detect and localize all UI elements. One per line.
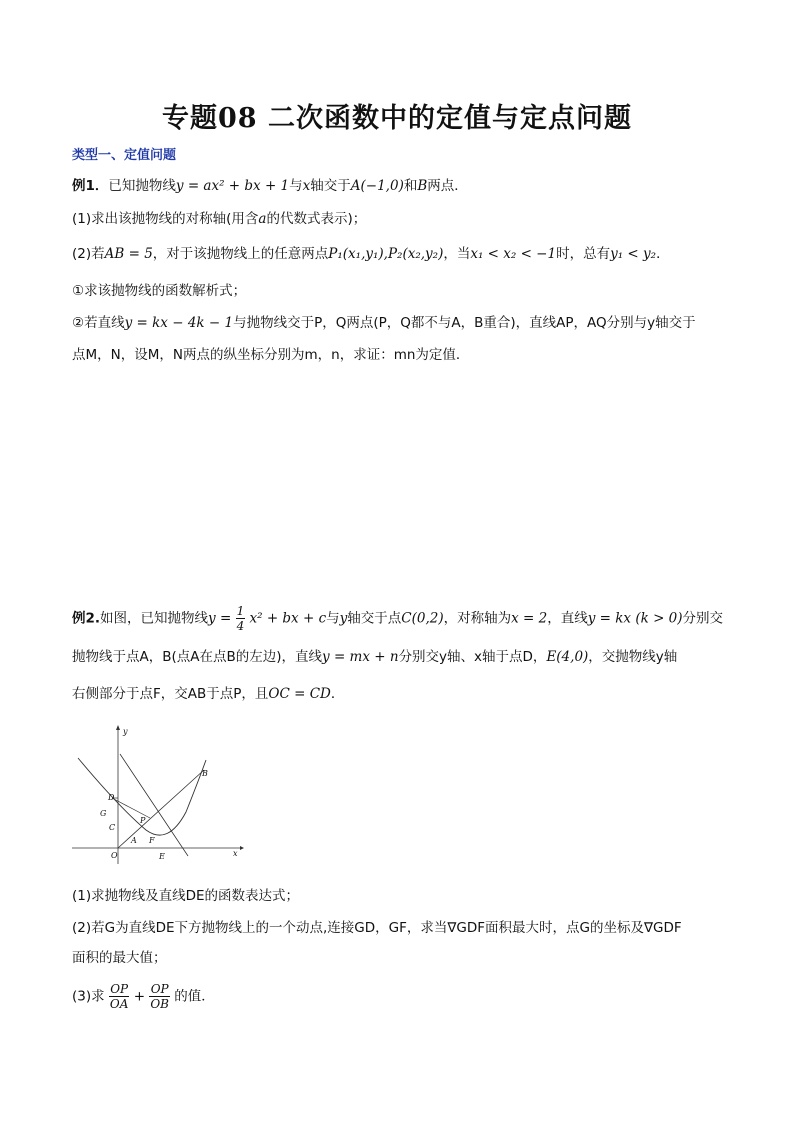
point-e: E(4,0) — [546, 649, 589, 665]
text: 已知抛物线 — [108, 178, 176, 194]
text: ，对称轴为 — [443, 610, 512, 627]
label-p: P — [140, 816, 146, 825]
label-y: y — [123, 727, 128, 736]
label-c: C — [109, 823, 116, 832]
parabola-equation: y = ax² + bx + 1 — [175, 178, 290, 194]
ex2-question-3 — [72, 982, 215, 1011]
line-mx-n: y = mx + n — [322, 649, 399, 665]
text: ，当 — [443, 246, 471, 262]
ex1-question-2 — [72, 244, 670, 264]
math-ab: AB = 5 — [104, 246, 153, 262]
text: 的值． — [174, 988, 215, 1005]
text: ，对于该抛物线上的任意两点 — [152, 246, 329, 262]
text: ，交抛物线y轴 — [588, 649, 678, 665]
text: 两点． — [427, 178, 468, 194]
parabola-equation: x² + bx + c — [249, 610, 327, 627]
text: (1)求出该抛物线的对称轴(用含 — [72, 211, 259, 227]
ex1-stem — [72, 176, 468, 196]
fraction-op-oa — [109, 982, 130, 1011]
text: 与 — [326, 610, 340, 627]
label-e: E — [159, 852, 165, 861]
text: 分别交y轴、x轴于点D， — [398, 649, 547, 665]
line-kx: y = kx (k > 0) — [587, 610, 683, 627]
point-a: A(−1,0) — [350, 178, 404, 194]
math-x: x — [302, 178, 311, 194]
ex2-question-2: (2)若G为直线DE下方抛物线上的一个动点,连接GD，GF，求当∇GDF面积最大时，点G的坐标及∇GDF — [72, 920, 682, 936]
frac-num: OP — [110, 982, 129, 996]
ex1-sub-2 — [72, 313, 696, 333]
axis-of-symmetry: x = 2 — [511, 610, 548, 627]
text: 的代数式表示)； — [266, 211, 367, 227]
x-axis-arrow — [240, 846, 244, 850]
ex1-label: 例1． — [72, 178, 109, 194]
text: ，直线 — [547, 610, 588, 627]
parabola-figure — [68, 722, 248, 867]
text: 时，总有 — [556, 246, 611, 262]
ex2-stem-line-1 — [72, 604, 723, 633]
frac-num: OP — [150, 982, 169, 996]
ex1-sub-1: ①求该抛物线的函数解析式； — [72, 283, 247, 299]
y-axis-arrow — [116, 725, 120, 730]
text: 与 — [289, 178, 303, 194]
frac-den: OA — [109, 997, 129, 1011]
text: 抛物线于点A，B(点A在点B的左边)，直线 — [72, 649, 323, 665]
label-b: B — [202, 769, 208, 778]
math-y-axis: y — [339, 610, 348, 627]
frac-den: 4 — [236, 619, 245, 633]
label-x: x — [233, 849, 238, 858]
label-d: D — [108, 793, 115, 802]
line-equation: y = kx − 4k − 1 — [124, 315, 234, 331]
math-y: y = — [208, 610, 232, 627]
text: (2)若 — [72, 246, 105, 262]
point-b: B — [417, 178, 428, 194]
text: 与抛物线交于P，Q两点(P，Q都不与A，B重合)，直线AP，AQ分别与y轴交于 — [233, 315, 696, 331]
ex1-question-1 — [72, 209, 366, 229]
page-title: 专题08 二次函数中的定值与定点问题 — [162, 103, 632, 134]
ex2-question-1: (1)求抛物线及直线DE的函数表达式； — [72, 888, 300, 904]
math-result: y₁ < y₂ — [610, 246, 657, 262]
text: 轴交于 — [310, 178, 351, 194]
section-heading: 类型一、定值问题 — [72, 148, 177, 163]
oc-eq-cd: OC = CD — [268, 686, 331, 702]
text: ． — [656, 246, 670, 262]
text: ． — [330, 686, 345, 702]
ex2-question-2-cont: 面积的最大值； — [72, 950, 167, 966]
label-g: G — [100, 809, 107, 818]
ex2-stem-line-2 — [72, 647, 677, 667]
fraction-op-ob — [149, 982, 170, 1011]
fraction-quarter — [236, 604, 246, 633]
label-f: F — [149, 836, 155, 845]
label-o: O — [111, 851, 118, 860]
label-a: A — [131, 836, 137, 845]
math-a: a — [258, 211, 267, 227]
text: (3)求 — [72, 988, 105, 1005]
point-c: C(0,2) — [401, 610, 444, 627]
text: 分别交 — [682, 610, 724, 627]
text: 轴交于点 — [347, 610, 402, 627]
text: 右侧部分于点F，交AB于点P，且 — [72, 686, 269, 702]
ex1-sub-2-cont: 点M，N，设M，N两点的纵坐标分别为m，n，求证：mn为定值． — [72, 347, 470, 363]
math-condition: x₁ < x₂ < −1 — [470, 246, 557, 262]
ex2-stem-line-3 — [72, 684, 344, 704]
text: 如图，已知抛物线 — [100, 610, 209, 627]
text: 和 — [403, 178, 418, 194]
text: ②若直线 — [72, 315, 125, 331]
frac-den: OB — [150, 997, 169, 1011]
plus-sign: + — [133, 988, 146, 1005]
math-points: P₁(x₁,y₁),P₂(x₂,y₂) — [328, 246, 444, 262]
frac-num: 1 — [236, 604, 245, 618]
ex2-label: 例2. — [72, 610, 101, 627]
